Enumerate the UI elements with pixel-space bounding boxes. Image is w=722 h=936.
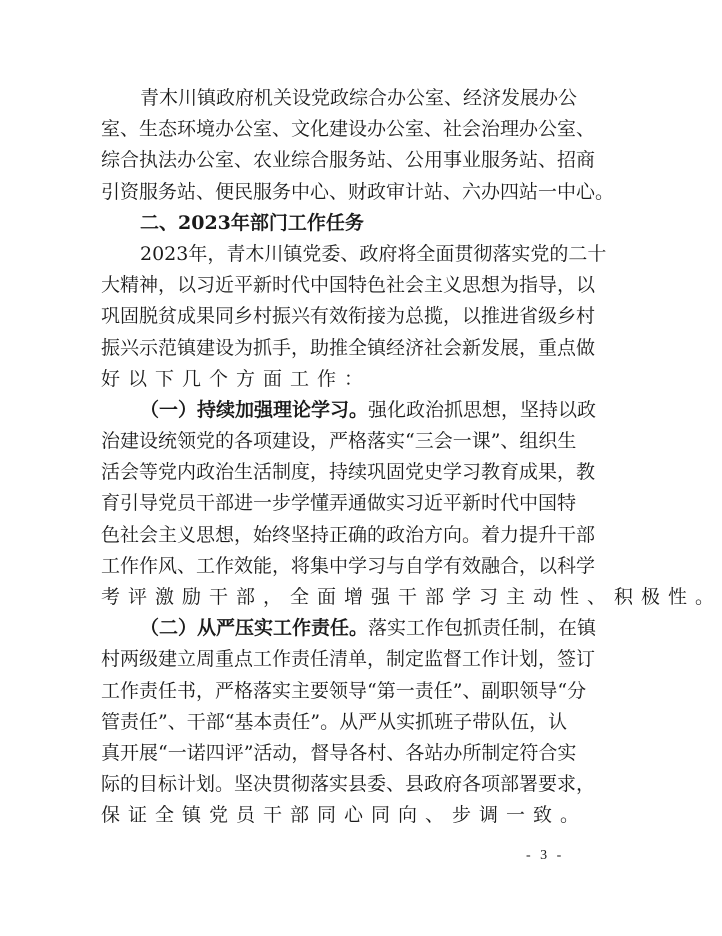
text-line [101, 613, 597, 644]
section-heading: 二、2023年部门工作任务 [140, 211, 364, 234]
subsection-lead: （一）持续加强理论学习。 [140, 398, 369, 421]
page-number: - 3 - [526, 848, 565, 863]
text-span: 落实工作包抓责任制，在镇 [368, 617, 597, 640]
text-line: 村两级建立周重点工作责任清单，制定监督工作计划，签订 [101, 648, 596, 671]
text-line: 真开展“一诺四评”活动，督导各村、各站办所制定符合实 [101, 741, 577, 764]
text-line: 巩固脱贫成果同乡村振兴有效衔接为总揽，以推进省级乡村 [101, 305, 596, 328]
text-line: 育引导党员干部进一步学懂弄通做实习近平新时代中国特 [101, 492, 577, 515]
text-line: 工作作风、工作效能，将集中学习与自学有效融合，以科学 [101, 554, 596, 577]
text-line: 治建设统领党的各项建设，严格落实“三会一课”、组织生 [101, 430, 577, 453]
subsection-lead: （二）从严压实工作责任。 [140, 617, 369, 640]
text-line: 青木川镇政府机关设党政综合办公室、经济发展办公 [140, 87, 578, 109]
text-line: 引资服务站、便民服务中心、财政审计站、六办四站一中心。 [101, 180, 615, 203]
text-line: 管责任”、干部“基本责任”。从严从实抓班子带队伍，认 [101, 710, 568, 733]
document-body [101, 83, 722, 832]
text-line: 室、生态环境办公室、文化建设办公室、社会治理办公室、 [101, 118, 596, 141]
text-line: 工作责任书，严格落实主要领导“第一责任”、副职领导“分 [101, 679, 587, 702]
text-line [101, 395, 597, 426]
text-line: 好以下几个方面工作： [101, 367, 372, 390]
text-line: 保证全镇党员干部同心同向、步调一致。 [101, 804, 588, 827]
text-line: 2023年，青木川镇党委、政府将全面贯彻落实党的二十 [140, 242, 607, 265]
text-span: 强化政治抓思想，坚持以政 [368, 398, 597, 421]
text-line: 际的目标计划。坚决贯彻落实县委、县政府各项部署要求， [101, 773, 596, 796]
text-line: 综合执法办公室、农业综合服务站、公用事业服务站、招商 [101, 149, 596, 172]
text-line: 活会等党内政治生活制度，持续巩固党史学习教育成果，教 [101, 461, 596, 484]
text-line: 大精神，以习近平新时代中国特色社会主义思想为指导，以 [101, 274, 596, 297]
text-line: 振兴示范镇建设为抓手，助推全镇经济社会新发展，重点做 [101, 336, 596, 359]
text-line: 色社会主义思想，始终坚持正确的政治方向。着力提升干部 [101, 523, 596, 546]
text-line: 考评激励干部，全面增强干部学习主动性、积极性。 [101, 586, 722, 608]
